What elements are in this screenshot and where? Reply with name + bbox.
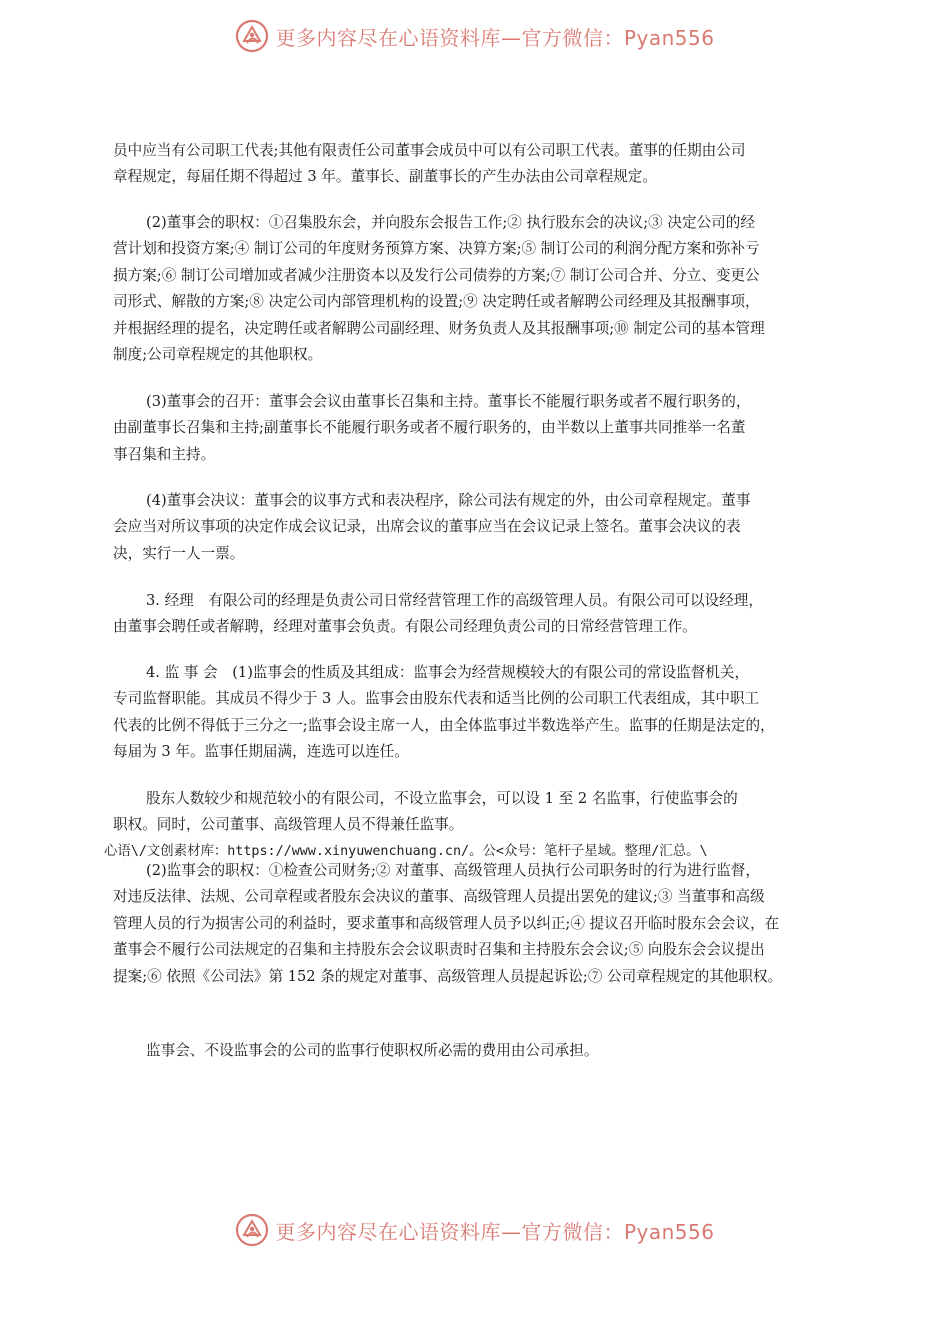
text-line: 章程规定，每届任期不得超过 3 年。董事长、副董事长的产生办法由公司章程规定。 bbox=[113, 168, 657, 186]
banner-text: 更多内容尽在心语资料库—官方微信：Pyan556 bbox=[275, 25, 715, 50]
text-line: 员中应当有公司职工代表;其他有限责任公司董事会成员中可以有公司职工代表。董事的任期由公司 bbox=[113, 142, 746, 159]
text-line: 每届为 3 年。监事任期届满，连选可以连任。 bbox=[113, 743, 409, 761]
text-line: 制度;公司章程规定的其他职权。 bbox=[113, 346, 323, 364]
text-line: 事召集和主持。 bbox=[113, 445, 216, 463]
header-banner bbox=[0, 16, 950, 56]
paragraph-supervisory-board bbox=[113, 660, 843, 766]
text-line: 管理人员的行为损害公司的利益时，要求董事和高级管理人员予以纠正;④ 提议召开临时股东会会议，在 bbox=[113, 914, 780, 932]
paragraph-board-powers bbox=[113, 210, 843, 368]
paragraph-board-meeting bbox=[113, 389, 843, 468]
text-line: 监事会、不设监事会的公司的监事行使职权所必需的费用由公司承担。 bbox=[146, 1042, 599, 1059]
text-line: (2)董事会的职权：①召集股东会，并向股东会报告工作;② 执行股东会的决议;③ 决定公司的经 bbox=[146, 214, 755, 231]
paragraph-board-resolution bbox=[113, 488, 843, 567]
text-line: 由董事会聘任或者解聘，经理对董事会负责。有限公司经理负责公司的日常经营管理工作。 bbox=[113, 618, 697, 636]
paragraph-board-composition bbox=[113, 138, 843, 191]
text-line: (3)董事会的召开：董事会会议由董事长召集和主持。董事长不能履行职务或者不履行职务的， bbox=[146, 393, 751, 410]
text-line: 会应当对所议事项的决定作成会议记录，出席会议的董事应当在会议记录上签名。董事会决议的表 bbox=[113, 518, 741, 536]
paragraph-manager bbox=[113, 588, 843, 641]
text-line: 决，实行一人一票。 bbox=[113, 544, 245, 562]
text-line: 由副董事长召集和主持;副董事长不能履行职务或者不履行职务的，由半数以上董事共同推举一名董 bbox=[113, 419, 746, 437]
text-line: 4. 监 事 会 (1)监事会的性质及其组成：监事会为经营规模较大的有限公司的常设监督机关， bbox=[146, 664, 750, 681]
footer-banner bbox=[0, 1210, 950, 1250]
watermark-line: 心语\/文创素材库：https://www.xinyuwenchuang.cn/。公<众号：笔杆子星域。整理/汇总。\ bbox=[104, 844, 708, 859]
text-line: 股东人数较少和规范较小的有限公司，不设立监事会，可以设 1 至 2 名监事，行使监事会的 bbox=[146, 790, 738, 807]
text-line: 专司监督职能。其成员不得少于 3 人。监事会由股东代表和适当比例的公司职工代表组成，其中职工 bbox=[113, 690, 760, 708]
text-line: 职权。同时，公司董事、高级管理人员不得兼任监事。 bbox=[113, 816, 464, 834]
text-line: 董事会不履行公司法规定的召集和主持股东会会议职责时召集和主持股东会会议;⑤ 向股东会会议提出 bbox=[113, 941, 765, 959]
text-line: 并根据经理的提名，决定聘任或者解聘公司副经理、财务负责人及其报酬事项;⑩ 制定公司的基本管理 bbox=[113, 319, 765, 337]
paragraph-supervisory-powers bbox=[113, 858, 843, 990]
text-line: (4)董事会决议：董事会的议事方式和表决程序，除公司法有规定的外，由公司章程规定。董事 bbox=[146, 492, 751, 509]
banner-text: 更多内容尽在心语资料库—官方微信：Pyan556 bbox=[275, 1219, 715, 1244]
seal-logo-icon bbox=[235, 19, 269, 53]
paragraph-small-company-supervisor bbox=[113, 786, 843, 839]
text-line: 损方案;⑥ 制订公司增加或者减少注册资本以及发行公司债券的方案;⑦ 制订公司合并、分立、变更公 bbox=[113, 266, 760, 284]
text-line: 对违反法律、法规、公司章程或者股东会决议的董事、高级管理人员提出罢免的建议;③ 当董事和高级 bbox=[113, 888, 765, 906]
text-line: 提案;⑥ 依照《公司法》第 152 条的规定对董事、高级管理人员提起诉讼;⑦ 公司章程规定的其他职权。 bbox=[113, 967, 783, 985]
text-line: (2)监事会的职权：①检查公司财务;② 对董事、高级管理人员执行公司职务时的行为进行监督， bbox=[146, 862, 760, 879]
text-line: 3. 经理 有限公司的经理是负责公司日常经营管理工作的高级管理人员。有限公司可以设经理， bbox=[146, 592, 763, 609]
seal-logo-icon bbox=[235, 1213, 269, 1247]
text-line: 营计划和投资方案;④ 制订公司的年度财务预算方案、决算方案;⑤ 制订公司的利润分配方案和弥补亏 bbox=[113, 240, 760, 258]
text-line: 代表的比例不得低于三分之一;监事会设主席一人，由全体监事过半数选举产生。监事的任期是法定的， bbox=[113, 716, 775, 734]
text-line: 司形式、解散的方案;⑧ 决定公司内部管理机构的设置;⑨ 决定聘任或者解聘公司经理及其报酬事项， bbox=[113, 293, 760, 311]
paragraph-supervisory-expenses bbox=[113, 1038, 843, 1064]
